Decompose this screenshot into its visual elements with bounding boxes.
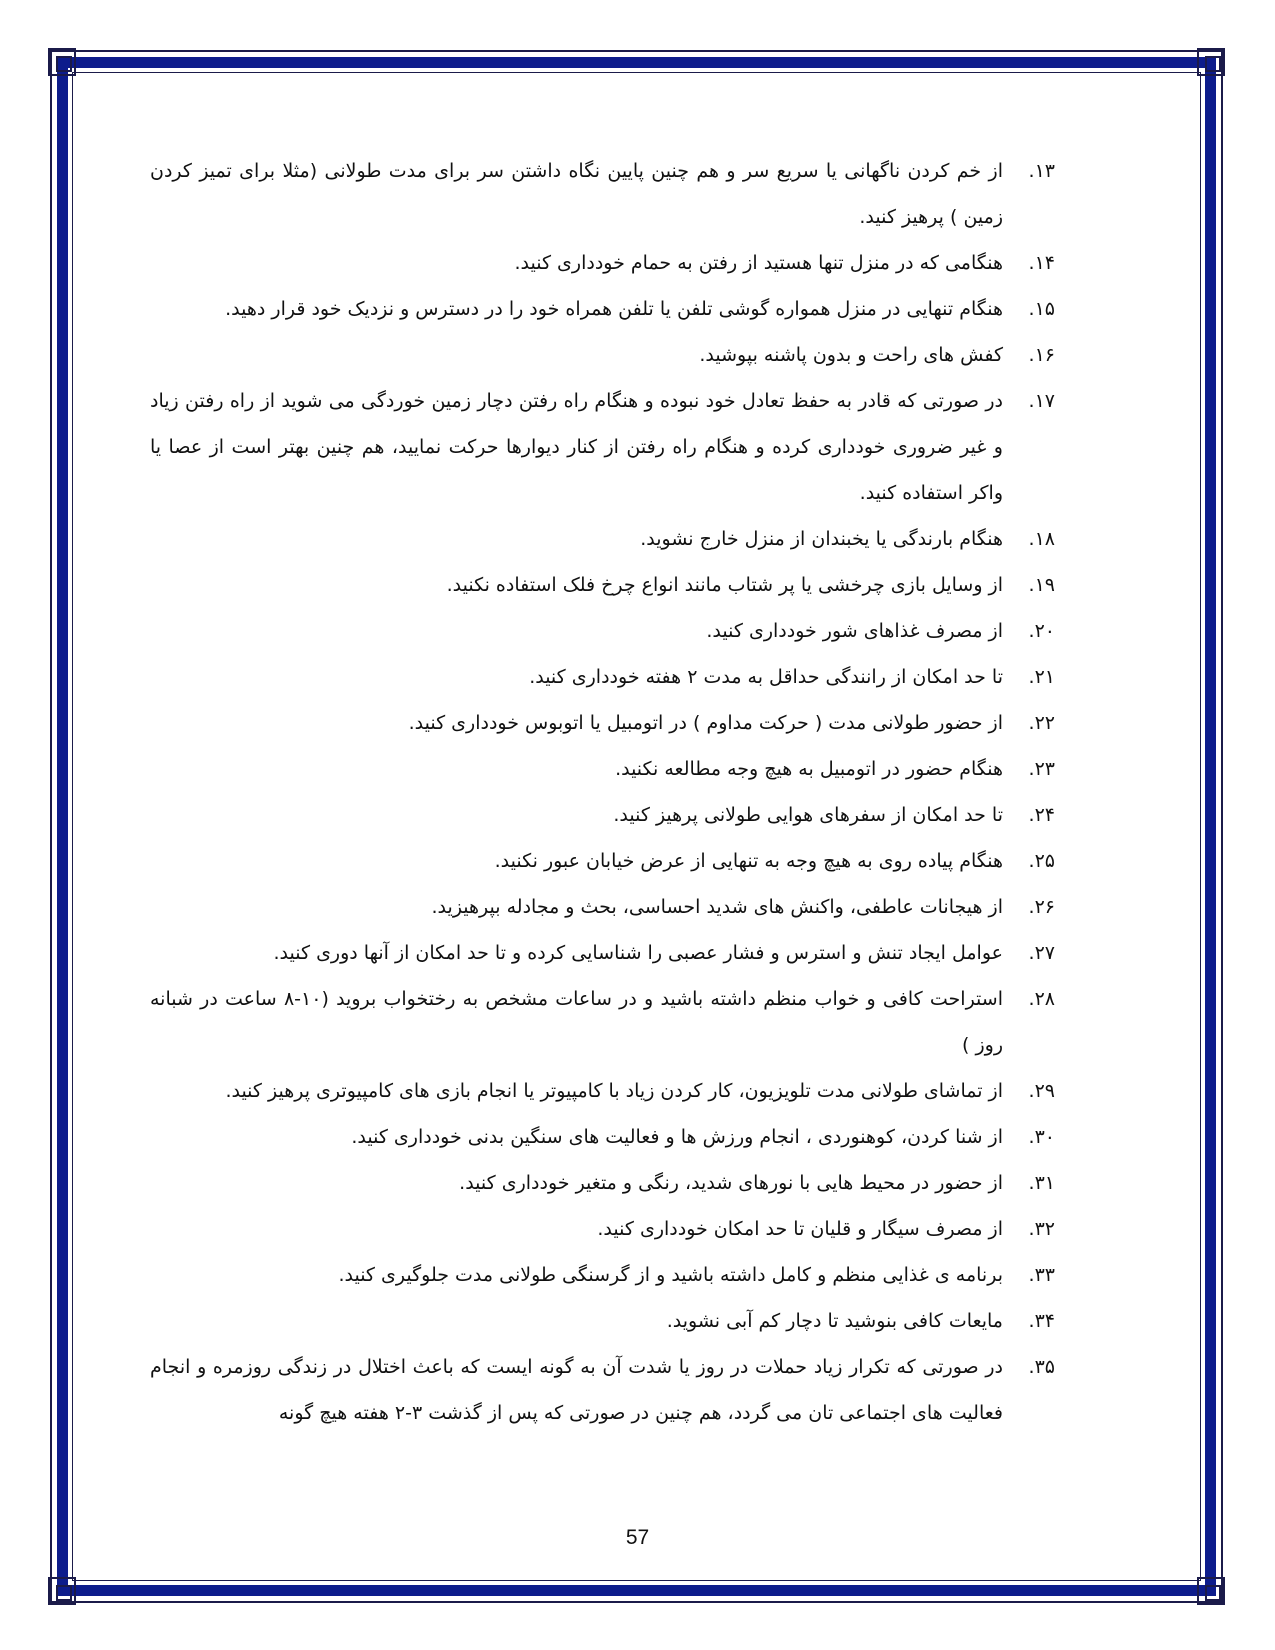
item-text: از مصرف سیگار و قلیان تا حد امکان خودداری کنید. — [597, 1218, 1003, 1240]
list-item — [150, 930, 1055, 976]
list-item — [150, 884, 1055, 930]
item-number: ۳۰. — [1028, 1126, 1055, 1148]
item-text: استراحت کافی و خواب منظم داشته باشید و در ساعات مشخص به رختخواب بروید (۱۰-۸ ساعت در شبانه روز ) — [150, 988, 1003, 1056]
item-number: ۱۸. — [1028, 528, 1055, 550]
list-item — [150, 286, 1055, 332]
item-number: ۳۱. — [1028, 1172, 1055, 1194]
corner-ornament-bottom-right — [1197, 1577, 1225, 1605]
item-text: از هیجانات عاطفی، واکنش های شدید احساسی، بحث و مجادله بپرهیزید. — [431, 896, 1003, 918]
corner-ornament-top-left — [48, 48, 76, 76]
item-text: هنگام تنهایی در منزل همواره گوشی تلفن یا تلفن همراه خود را در دسترس و نزدیک خود قرار دهید. — [225, 298, 1003, 320]
item-text: از حضور در محیط هایی با نورهای شدید، رنگی و متغیر خودداری کنید. — [459, 1172, 1003, 1194]
list-item — [150, 148, 1055, 240]
item-text: از شنا کردن، کوهنوردی ، انجام ورزش ها و فعالیت های سنگین بدنی خودداری کنید. — [351, 1126, 1003, 1148]
item-number: ۱۶. — [1028, 344, 1055, 366]
list-item — [150, 378, 1055, 516]
item-number: ۱۳. — [1028, 160, 1055, 182]
item-text: هنگامی که در منزل تنها هستید از رفتن به حمام خودداری کنید. — [514, 252, 1003, 274]
item-text: از وسایل بازی چرخشی یا پر شتاب مانند انواع چرخ فلک استفاده نکنید. — [446, 574, 1003, 596]
item-number: ۳۲. — [1028, 1218, 1055, 1240]
item-number: ۲۴. — [1028, 804, 1055, 826]
list-item — [150, 976, 1055, 1068]
item-text: عوامل ایجاد تنش و استرس و فشار عصبی را شناسایی کرده و تا حد امکان از آنها دوری کنید. — [273, 942, 1003, 964]
item-text: تا حد امکان از سفرهای هوایی طولانی پرهیز کنید. — [613, 804, 1003, 826]
item-number: ۳۳. — [1028, 1264, 1055, 1286]
item-text: در صورتی که تکرار زیاد حملات در روز یا شدت آن به گونه ایست که باعث اختلال در زندگی روزمره و انجام فعالیت های اجتماعی تان می گردد، هم چنین در صورتی که پس از گذشت ۳-۲ هفته هیچ گونه — [150, 1356, 1003, 1424]
item-text: برنامه ی غذایی منظم و کامل داشته باشید و از گرسنگی طولانی مدت جلوگیری کنید. — [338, 1264, 1003, 1286]
list-item — [150, 1298, 1055, 1344]
item-text: هنگام بارندگی یا یخبندان از منزل خارج نشوید. — [640, 528, 1003, 550]
item-number: ۲۲. — [1028, 712, 1055, 734]
item-text: هنگام پیاده روی به هیچ وجه به تنهایی از عرض خیابان عبور نکنید. — [494, 850, 1003, 872]
list-item — [150, 838, 1055, 884]
item-number: ۱۴. — [1028, 252, 1055, 274]
item-number: ۲۵. — [1028, 850, 1055, 872]
list-item — [150, 1160, 1055, 1206]
item-number: ۲۹. — [1028, 1080, 1055, 1102]
list-item — [150, 562, 1055, 608]
list-item — [150, 1252, 1055, 1298]
item-number: ۲۳. — [1028, 758, 1055, 780]
item-number: ۲۸. — [1028, 988, 1055, 1010]
list-item — [150, 1344, 1055, 1436]
corner-ornament-top-right — [1197, 48, 1225, 76]
item-number: ۱۷. — [1028, 390, 1055, 412]
item-number: ۱۵. — [1028, 298, 1055, 320]
item-text: کفش های راحت و بدون پاشنه بپوشید. — [699, 344, 1003, 366]
item-text: از تماشای طولانی مدت تلویزیون، کار کردن زیاد با کامپیوتر یا انجام بازی های کامپیوتری پرهیز کنید. — [225, 1080, 1003, 1102]
item-number: ۲۱. — [1028, 666, 1055, 688]
list-item — [150, 1114, 1055, 1160]
item-text: در صورتی که قادر به حفظ تعادل خود نبوده و هنگام راه رفتن دچار زمین خوردگی می شوید از راه رفتن زیاد و غیر ضروری خودداری کرده و هنگام راه رفتن از کنار دیوارها حرکت نمایید، هم چنین بهتر است از عصا یا واکر استفاده کنید. — [150, 390, 1003, 504]
item-text: هنگام حضور در اتومبیل به هیچ وجه مطالعه نکنید. — [615, 758, 1003, 780]
item-number: ۳۴. — [1028, 1310, 1055, 1332]
item-text: از حضور طولانی مدت ( حرکت مداوم ) در اتومبیل یا اتوبوس خودداری کنید. — [408, 712, 1003, 734]
list-item — [150, 516, 1055, 562]
item-number: ۲۷. — [1028, 942, 1055, 964]
list-item — [150, 792, 1055, 838]
list-item — [150, 700, 1055, 746]
page-number: 57 — [625, 1526, 650, 1549]
numbered-list — [150, 148, 1055, 1436]
item-text: از خم کردن ناگهانی یا سریع سر و هم چنین پایین نگاه داشتن سر برای مدت طولانی (مثلا برای تمیز کردن زمین ) پرهیز کنید. — [150, 160, 1003, 228]
item-number: ۱۹. — [1028, 574, 1055, 596]
list-item — [150, 1068, 1055, 1114]
item-number: ۲۶. — [1028, 896, 1055, 918]
item-text: مایعات کافی بنوشید تا دچار کم آبی نشوید. — [666, 1310, 1003, 1332]
item-number: ۲۰. — [1028, 620, 1055, 642]
list-item — [150, 608, 1055, 654]
item-text: تا حد امکان از رانندگی حداقل به مدت ۲ هفته خودداری کنید. — [529, 666, 1003, 688]
list-item — [150, 240, 1055, 286]
item-text: از مصرف غذاهای شور خودداری کنید. — [706, 620, 1003, 642]
list-item — [150, 332, 1055, 378]
list-item — [150, 654, 1055, 700]
list-item — [150, 746, 1055, 792]
item-number: ۳۵. — [1028, 1356, 1055, 1378]
list-item — [150, 1206, 1055, 1252]
corner-ornament-bottom-left — [48, 1577, 76, 1605]
